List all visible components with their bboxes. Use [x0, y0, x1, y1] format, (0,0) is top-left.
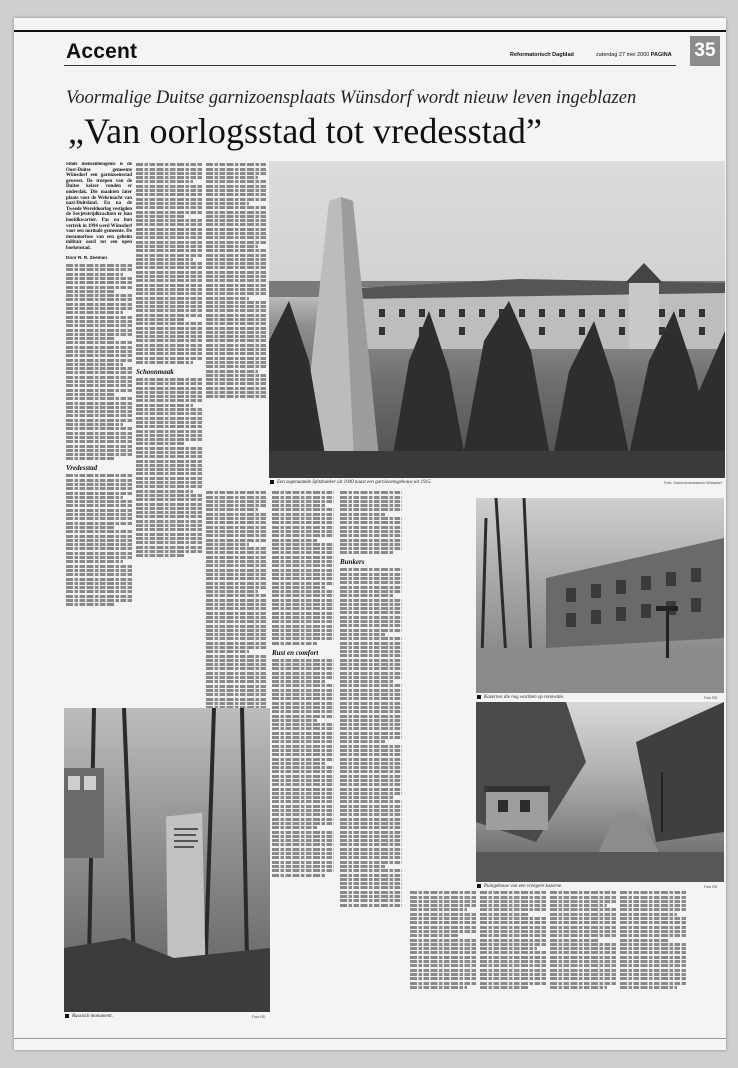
body-text-block: [410, 891, 476, 989]
section-rule: [64, 65, 676, 66]
text-column-5: [272, 490, 334, 1030]
text-column-6: [340, 490, 402, 1030]
photo-barracks: [476, 498, 724, 693]
photo-ruin: [476, 702, 724, 882]
body-text-block: [620, 891, 686, 989]
article-kicker: Voormalige Duitse garnizoensplaats Wünsdorf wordt nieuw leven ingeblazen: [66, 88, 637, 108]
text-column-9: [550, 890, 616, 1030]
photo-credit-bunker: Foto: Garnizoensmuseum Wünsdorf: [664, 481, 722, 485]
photo-caption-monument: Russisch monument.: [65, 1014, 113, 1019]
body-text-block: [136, 378, 202, 557]
body-text-block: [272, 491, 334, 644]
subhead-vredesstad: Vredesstad: [66, 464, 98, 473]
article-headline: „Van oorlogsstad tot vredesstad”: [68, 111, 543, 151]
section-title: Accent: [66, 40, 138, 63]
subhead-bunkers: Bunkers: [340, 558, 365, 567]
body-text-block: [136, 163, 202, 364]
body-text-block: [340, 491, 402, 554]
body-text-block: [66, 474, 132, 606]
photo-caption-ruin: Puingebouw van een vroegere kazerne.: [477, 884, 562, 889]
bottom-rule: [14, 1038, 726, 1039]
photo-credit-monument: Foto RD: [252, 1015, 266, 1019]
caption-bullet: [477, 695, 481, 699]
text-column-3: [206, 162, 266, 482]
bunker-scene: [269, 161, 725, 478]
photo-credit-barracks: Foto RD: [704, 696, 718, 700]
photo-caption-barracks: Kazernes die nog wachten op renovatie.: [477, 695, 564, 700]
photo-monument: [64, 708, 270, 1012]
text-column-7: [410, 890, 476, 1030]
caption-bullet: [65, 1014, 69, 1018]
caption-bullet: [270, 480, 274, 484]
body-text-block: [480, 891, 546, 989]
newspaper-name: Reformatorisch Dagblad: [510, 52, 574, 58]
photo-caption-bunker: Een zogenaamde Spitzbunker uit 1940 naast een garnizoensgebouw uit 1915.: [270, 480, 432, 485]
page-number: 35: [690, 36, 720, 66]
byline: Door R. R. Zeeman: [66, 254, 108, 260]
text-column-2: [136, 162, 202, 684]
caption-bullet: [477, 884, 481, 888]
photo-credit-ruin: Foto RD: [704, 885, 718, 889]
subhead-schoonmaak: Schoonmaak: [136, 367, 174, 376]
text-column-8: [480, 890, 546, 1030]
body-text-block: [272, 659, 334, 877]
body-text-block: [550, 891, 616, 989]
article-lead: Sinds mensenheugenis is de Oost-Duitse gemeente Wünsdorf een garnizoensstad geweest. De troepen van de Duitse keizer vonden er onderdak. Die maakten later plaats voor de Wehrmacht van nazi-Duitsland. En na de Tweede Wereldoorlog vestigden de Sovjetstrijdkrachten er hun hoofdkwartier. Pas na hun vertrek in 1994 werd Wünsdorf voor een normale gemeente. De metamorfose van een geheim militair oord tot een open boekenstad.: [66, 162, 132, 251]
text-column-1: [66, 162, 132, 684]
body-text-block: [66, 264, 132, 460]
photo-bunker: [269, 161, 725, 478]
body-text-block: [206, 163, 266, 398]
subhead-rust-en-comfort: Rust en comfort: [272, 648, 319, 657]
top-rule: [14, 30, 726, 32]
issue-date: zaterdag 27 mei 2000 PAGINA: [596, 52, 672, 58]
text-column-10: [620, 890, 686, 1030]
body-text-block: [340, 568, 402, 906]
newspaper-page: [14, 18, 726, 1050]
